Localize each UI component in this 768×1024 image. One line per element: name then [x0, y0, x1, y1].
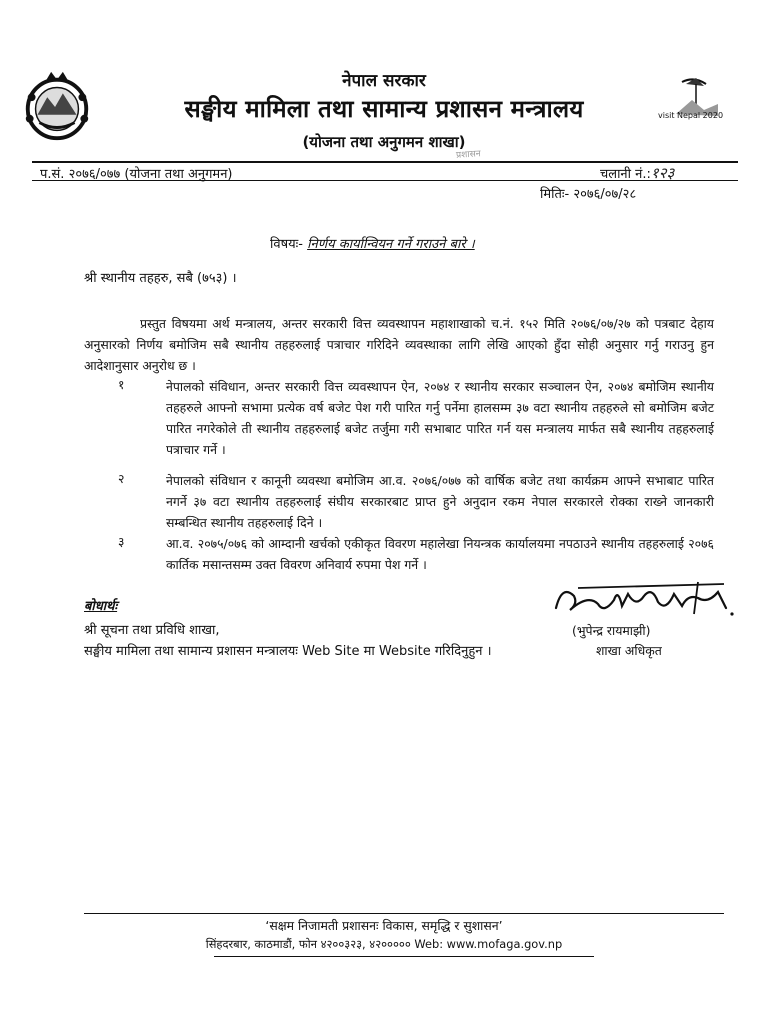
signatory-title: शाखा अधिकृत	[596, 643, 662, 658]
section-name: (योजना तथा अनुगमन शाखा)	[302, 133, 466, 151]
header-divider-bottom	[32, 180, 738, 181]
signatory-name: (भुपेन्द्र रायमाझी)	[572, 623, 651, 638]
item-number-3: ३	[118, 534, 125, 549]
dispatch-label: चलानी नं.:	[600, 167, 651, 182]
item-number-1: १	[118, 377, 125, 392]
item-text-2: नेपालको संविधान र कानूनी व्यवस्था बमोजिम आ.व. २०७६/०७७ को वार्षिक बजेट तथा कार्यक्रम आफ्ने सभाबाट पारित नगर्ने ३७ वटा स्थानीय तहहरुलाई संघीय सरकारबाट प्राप्त हुने अनुदान रकम नेपाल सरकारले रोक्का राख्ने जानकारी सम्बन्धित स्थानीय तहहरुलाई दिने ।	[166, 473, 714, 530]
reference-number: प.सं. २०७६/०७७ (योजना तथा अनुगमन)	[40, 167, 233, 182]
ministry-name: सङ्घीय मामिला तथा सामान्य प्रशासन मन्त्रालय	[184, 95, 584, 123]
subject-label: विषयः-	[270, 237, 303, 252]
cc-recipient-1: श्री सूचना तथा प्रविधि शाखा,	[84, 623, 220, 638]
cc-recipient-2: सङ्घीय मामिला तथा सामान्य प्रशासन मन्त्रालयः Web Site मा Website गरिदिनुहुन ।	[84, 644, 492, 659]
item-number-2: २	[118, 471, 125, 486]
cc-label: बोधार्थः	[84, 599, 118, 614]
item-text-1: नेपालको संविधान, अन्तर सरकारी वित्त व्यवस्थापन ऐन, २०७४ र स्थानीय सरकार सञ्चालन ऐन, २०७४ बमोजिम स्थानीय तहहरुले आफ्नो सभामा प्रत्येक वर्ष बजेट पेश गरी पारित गर्नु पर्नेमा हालसम्म ३७ वटा स्थानीय तहहरुले सो बमोजिम बजेट पारित नगरेकोले ती स्थानीय तहहरुलाई बजेट तर्जुमा गरी सभाबाट पारित गर्न यस मन्त्रालय मार्फत सबै स्थानीय तहहरुलाई पत्राचार गर्ने ।	[166, 379, 714, 457]
visit-nepal-logo-text: visit Nepal 2020	[658, 111, 724, 120]
footer-motto: ‘सक्षम निजामती प्रशासनः विकास, समृद्धि र सुशासन’	[265, 918, 503, 933]
intro-text: प्रस्तुत विषयमा अर्थ मन्त्रालय, अन्तर सरकारी वित्त व्यवस्थापन महाशाखाको च.नं. १५२ मिति २०७६/०७/२७ को पत्रबाट देहाय अनुसारको निर्णय बमोजिम सबै स्थानीय तहहरुलाई पत्राचार गरिदिने व्यवस्थाका लागि लेखि आएको हुँदा सोही अनुसार गर्नु गराउनु हुन आदेशानुसार अनुरोध छ ।	[84, 316, 714, 373]
footer-contact: सिंहदरबार, काठमाडौं, फोन ४२००३२३, ४२००००० Web: www.mofaga.gov.np	[205, 937, 563, 951]
subject-text: निर्णय कार्यान्वियन गर्ने गराउने बारे ।	[307, 237, 475, 252]
item-text-3: आ.व. २०७५/०७६ को आम्दानी खर्चको एकीकृत विवरण महालेखा नियन्त्रक कार्यालयमा नपठाउने स्थानीय तहहरुलाई २०७६ कार्तिक मसान्तसम्म उक्त विवरण अनिवार्य रुपमा पेश गर्ने ।	[166, 536, 714, 572]
footer-divider-bottom	[214, 956, 594, 957]
government-name: नेपाल सरकार	[342, 71, 426, 91]
office-stamp: प्रशासन	[455, 149, 482, 161]
letter-date: मितिः- २०७६/०७/२८	[540, 187, 637, 202]
dispatch-value: १२३	[650, 164, 675, 182]
footer-divider	[84, 913, 724, 914]
intro-paragraph	[84, 313, 714, 376]
addressee: श्री स्थानीय तहहरु, सबै (७५३) ।	[84, 271, 237, 286]
subject-line	[270, 234, 475, 252]
